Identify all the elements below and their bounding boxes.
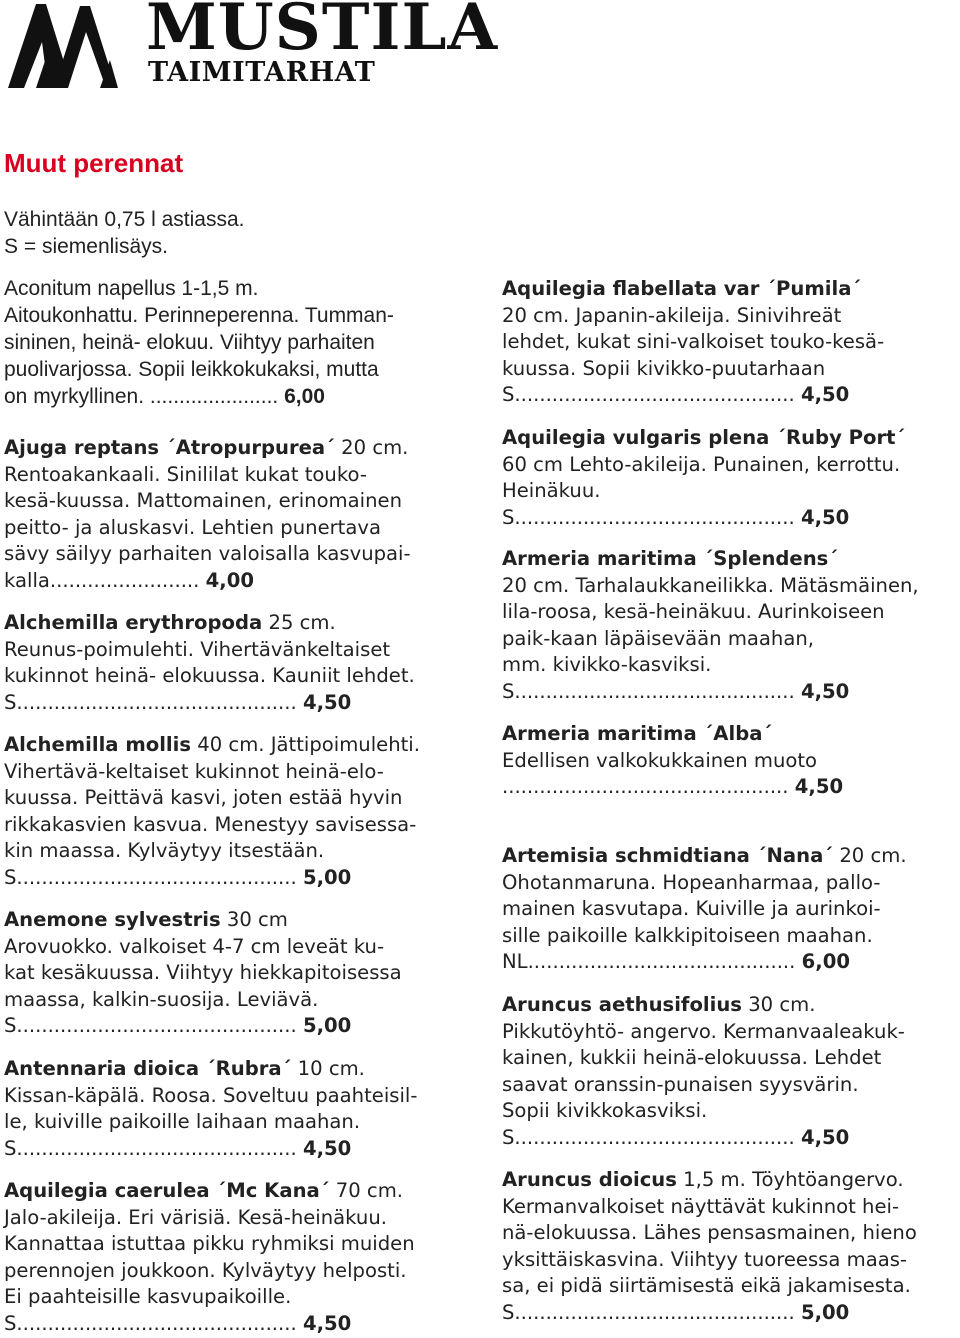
- entry-line: kin maassa. Kylväytyy itsestään.: [4, 839, 325, 863]
- price-leader: S.............................................: [502, 505, 795, 529]
- price: 4,00: [205, 568, 254, 592]
- entry-line: mm. kivikko-kasviksi.: [502, 653, 712, 677]
- entry-line: mainen kasvutapa. Kuiville ja aurinkoi-: [502, 897, 881, 921]
- price-leader: S.............................................: [502, 679, 795, 703]
- plant-name: Aquilegia caerulea ´Mc Kana´: [4, 1179, 330, 1202]
- entry: [4, 907, 466, 1040]
- plant-size: 10 cm.: [291, 1057, 365, 1080]
- intro-line: S = siemenlisäys.: [4, 235, 168, 258]
- entry-line: paik-kaan läpäisevään maahan,: [502, 626, 814, 650]
- entry-line: lehdet, kukat sini-valkoiset touko-kesä-: [502, 330, 885, 354]
- plant-name: Armeria maritima ´Splendens´: [502, 547, 839, 570]
- entry: [502, 843, 958, 976]
- price-leader: S.............................................: [4, 1136, 297, 1160]
- price-leader: NL...........................................: [502, 950, 796, 974]
- entry-line: Jalo-akileija. Eri värisiä. Kesä-heinäkuu.: [4, 1205, 387, 1229]
- entry-line: 20 cm. Tarhalaukkaneilikka. Mätäsmäinen,: [502, 573, 919, 597]
- price: 4,50: [302, 1136, 352, 1160]
- entry-line: Aconitum napellus 1-1,5 m.: [4, 277, 259, 300]
- price-leader: kalla........................: [4, 568, 200, 592]
- entry-aconitum: [4, 275, 464, 410]
- plant-name: Artemisia schmidtiana ´Nana´: [502, 844, 834, 867]
- brand-subtitle: TAIMITARHAT: [148, 57, 376, 88]
- entry-last-line: [502, 382, 958, 409]
- entry: [502, 721, 958, 801]
- price-leader: S.............................................: [502, 1300, 795, 1324]
- price: 4,50: [800, 679, 850, 703]
- entry-heading: [502, 843, 958, 870]
- entry-line: nä-elokuussa. Lähes pensasmainen, hieno: [502, 1221, 917, 1245]
- entry-line: lila-roosa, kesä-heinäkuu. Aurinkoiseen: [502, 600, 885, 624]
- entry-line: Kissan-käpälä. Roosa. Soveltuu paahteisil-: [4, 1083, 418, 1107]
- entry-line: Kannattaa istuttaa pikku ryhmiksi muiden: [4, 1232, 415, 1256]
- price: 6,00: [284, 385, 325, 408]
- entry-heading: [502, 546, 958, 573]
- plant-size: 1,5 m. Töyhtöangervo.: [676, 1168, 904, 1191]
- entry-line: 20 cm. Japanin-akileija. Sinivihreät: [502, 303, 842, 327]
- entry-last-line: [4, 865, 466, 892]
- price-leader: S.............................................: [502, 1125, 795, 1149]
- entry-last-line: [502, 505, 958, 532]
- plant-name: Ajuga reptans ´Atropurpurea´: [4, 436, 335, 459]
- entry-line: Edellisen valkokukkainen muoto: [502, 748, 818, 772]
- entry-last-line: [502, 1300, 958, 1327]
- entry: [502, 546, 958, 706]
- intro-line: Vähintään 0,75 l astiassa.: [4, 208, 245, 231]
- entry-last-line: [4, 690, 466, 717]
- entry-line: rikkakasvien kasvua. Menestyy savisessa-: [4, 812, 417, 836]
- entry-line: sille paikoille kalkkipitoiseen maahan.: [502, 923, 873, 947]
- price: 5,00: [800, 1300, 850, 1324]
- entry-line: Aitoukonhattu. Perinneperenna. Tumman-: [4, 304, 394, 327]
- entry-line: kuussa. Peittävä kasvi, joten estää hyvin: [4, 786, 403, 810]
- price: 4,50: [302, 690, 352, 714]
- entry-line: Reunus-poimulehti. Vihertävänkeltaiset: [4, 637, 391, 661]
- entry-heading: [502, 425, 958, 452]
- entry-heading: [502, 276, 958, 303]
- entry: [502, 1167, 958, 1327]
- entry-line: sävy säilyy parhaiten valoisalla kasvupai-: [4, 542, 411, 566]
- entry-last-line: [502, 679, 958, 706]
- plant-size: 20 cm.: [334, 436, 409, 459]
- entry-line: sa, ei pidä siirtämisestä eikä jakamisesta.: [502, 1274, 911, 1298]
- price-leader: on myrkyllinen. ......................: [4, 385, 279, 408]
- entry-line: kainen, kukkii heinä-elokuussa. Lehdet: [502, 1046, 882, 1070]
- price-leader: S.............................................: [4, 865, 297, 889]
- plant-name: Aquilegia flabellata var ´Pumila´: [502, 277, 862, 300]
- entry-heading: [4, 907, 466, 934]
- plant-name: Alchemilla erythropoda: [4, 611, 263, 634]
- entry-heading: [502, 721, 958, 748]
- entry-line: perennojen joukkoon. Kylväytyy helposti.: [4, 1258, 407, 1282]
- entry-line: 60 cm Lehto-akileija. Punainen, kerrottu.: [502, 452, 901, 476]
- entry-line: saavat oranssin-punaisen syysvärin.: [502, 1072, 859, 1096]
- entry-last-line: [502, 774, 958, 801]
- price-leader: S.............................................: [4, 690, 297, 714]
- price: 6,00: [801, 950, 850, 974]
- entry: [4, 1178, 466, 1338]
- plant-name: Alchemilla mollis: [4, 733, 192, 756]
- plant-size: 30 cm.: [741, 993, 816, 1016]
- plant-name: Aruncus aethusifolius: [502, 993, 742, 1016]
- plant-size: 30 cm: [220, 908, 288, 931]
- brand-name: MUSTILA: [146, 0, 499, 65]
- entry-line: Arovuokko. valkoiset 4-7 cm leveät ku-: [4, 934, 385, 958]
- entry: [502, 425, 958, 531]
- entry-line: kat kesäkuussa. Viihtyy hiekkapitoisessa: [4, 961, 402, 985]
- entry-line: kesä-kuussa. Mattomainen, erinomainen: [4, 489, 402, 513]
- entry-line: Heinäkuu.: [502, 479, 601, 503]
- entry-last-line: [502, 1125, 958, 1152]
- entry-line: Vihertävä-keltaiset kukinnot heinä-elo-: [4, 759, 384, 783]
- intro: [4, 206, 464, 260]
- entry-last-line: [4, 1311, 466, 1338]
- entry-line: Ei paahteisille kasvupaikoille.: [4, 1285, 292, 1309]
- price-leader: S.............................................: [4, 1014, 297, 1038]
- entry-line: kukinnot heinä- elokuussa. Kauniit lehdet.: [4, 664, 415, 688]
- entry-heading: [502, 992, 958, 1019]
- entry-heading: [4, 435, 466, 462]
- entry: [502, 992, 958, 1152]
- price-leader: S.............................................: [4, 1311, 297, 1335]
- entry: [4, 435, 466, 595]
- plant-size: 40 cm. Jättipoimulehti.: [191, 733, 420, 756]
- entry-line: puolivarjossa. Sopii leikkokukaksi, mutta: [4, 358, 379, 381]
- price: 4,50: [302, 1311, 352, 1335]
- entry-line: le, kuiville paikoille laihaan maahan.: [4, 1110, 361, 1134]
- entry-line: Ohotanmaruna. Hopeanharmaa, pallo-: [502, 870, 881, 894]
- plant-size: 20 cm.: [833, 844, 907, 867]
- mustila-logo: [6, 0, 499, 92]
- entry-last-line: [4, 383, 464, 410]
- plant-name: Aquilegia vulgaris plena ´Ruby Port´: [502, 426, 906, 449]
- plant-name: Armeria maritima ´Alba´: [502, 722, 773, 745]
- price: 4,50: [800, 505, 850, 529]
- entry-last-line: [502, 949, 958, 976]
- entry-line: Sopii kivikkokasviksi.: [502, 1099, 708, 1123]
- entry-line: peitto- ja aluskasvi. Lehtien punertava: [4, 515, 381, 539]
- price-leader: ..............................................: [502, 775, 789, 799]
- entry-line: Rentoakankaali. Sinililat kukat touko-: [4, 462, 367, 486]
- plant-name: Aruncus dioicus: [502, 1168, 677, 1191]
- entry-last-line: [4, 1136, 466, 1163]
- entry-line: Pikkutöyhtö- angervo. Kermanvaaleakuk-: [502, 1019, 905, 1043]
- entry-heading: [4, 732, 466, 759]
- entry-line: sininen, heinä- elokuu. Viihtyy parhaiten: [4, 331, 375, 354]
- entry: [4, 610, 466, 716]
- section-title: Muut perennat: [4, 148, 184, 178]
- price: 5,00: [302, 865, 352, 889]
- entry: [4, 1056, 466, 1162]
- plant-size: 70 cm.: [329, 1179, 404, 1202]
- plant-name: Anemone sylvestris: [4, 908, 221, 931]
- price: 4,50: [800, 383, 850, 407]
- entry-heading: [4, 1056, 466, 1083]
- entry-line: maassa, kalkin-suosija. Leviävä.: [4, 987, 319, 1011]
- entry-last-line: [4, 1013, 466, 1040]
- entry: [4, 732, 466, 892]
- entry-heading: [4, 610, 466, 637]
- entry-line: yksittäiskasvina. Viihtyy tuoreessa maas-: [502, 1247, 907, 1271]
- entry: [502, 276, 958, 409]
- entry-last-line: [4, 568, 466, 595]
- price: 4,50: [800, 1125, 850, 1149]
- entry-heading: [4, 1178, 466, 1205]
- plant-size: 25 cm.: [262, 611, 336, 634]
- entry-line: Kermanvalkoiset näyttävät kukinnot hei-: [502, 1194, 900, 1218]
- tree-logo-icon: [6, 2, 138, 90]
- price-leader: S.............................................: [502, 383, 795, 407]
- price: 5,00: [302, 1014, 352, 1038]
- plant-name: Antennaria dioica ´Rubra´: [4, 1057, 292, 1080]
- price: 4,50: [794, 775, 844, 799]
- entry-heading: [502, 1167, 958, 1194]
- entry-line: kuussa. Sopii kivikko-puutarhaan: [502, 356, 826, 380]
